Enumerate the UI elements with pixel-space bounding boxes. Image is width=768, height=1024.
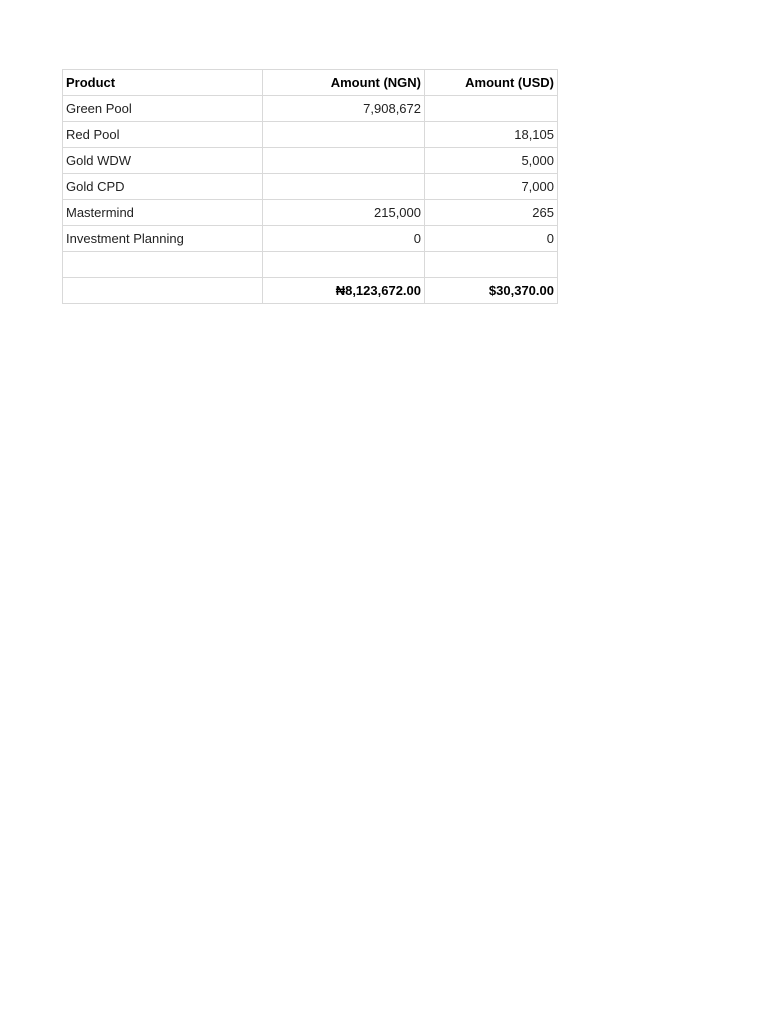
- table-row-empty: [63, 252, 558, 278]
- cell-amount-ngn[interactable]: [263, 252, 425, 278]
- cell-amount-usd[interactable]: 18,105: [425, 122, 558, 148]
- cell-amount-usd[interactable]: 0: [425, 226, 558, 252]
- cell-amount-ngn[interactable]: 7,908,672: [263, 96, 425, 122]
- cell-amount-ngn[interactable]: [263, 148, 425, 174]
- cell-product[interactable]: Gold CPD: [63, 174, 263, 200]
- cell-amount-ngn[interactable]: 0: [263, 226, 425, 252]
- product-amounts-table: [62, 69, 558, 304]
- cell-product[interactable]: Gold WDW: [63, 148, 263, 174]
- cell-product[interactable]: [63, 252, 263, 278]
- header-amount-ngn[interactable]: Amount (NGN): [263, 70, 425, 96]
- cell-amount-ngn[interactable]: [263, 122, 425, 148]
- table-row: [63, 226, 558, 252]
- cell-amount-usd[interactable]: 7,000: [425, 174, 558, 200]
- totals-row: [63, 278, 558, 304]
- cell-product[interactable]: Green Pool: [63, 96, 263, 122]
- header-amount-usd[interactable]: Amount (USD): [425, 70, 558, 96]
- total-amount-usd[interactable]: $30,370.00: [425, 278, 558, 304]
- cell-amount-usd[interactable]: [425, 252, 558, 278]
- header-product[interactable]: Product: [63, 70, 263, 96]
- table-row: [63, 174, 558, 200]
- table-row: [63, 148, 558, 174]
- table-row: [63, 200, 558, 226]
- cell-product[interactable]: Investment Planning: [63, 226, 263, 252]
- cell-amount-usd[interactable]: 5,000: [425, 148, 558, 174]
- cell-amount-ngn[interactable]: 215,000: [263, 200, 425, 226]
- total-amount-ngn[interactable]: ₦8,123,672.00: [263, 278, 425, 304]
- cell-product[interactable]: Red Pool: [63, 122, 263, 148]
- header-row: [63, 70, 558, 96]
- cell-product[interactable]: Mastermind: [63, 200, 263, 226]
- cell-amount-ngn[interactable]: [263, 174, 425, 200]
- table-row: [63, 122, 558, 148]
- cell-amount-usd[interactable]: 265: [425, 200, 558, 226]
- cell-amount-usd[interactable]: [425, 96, 558, 122]
- total-label-cell[interactable]: [63, 278, 263, 304]
- table-row: [63, 96, 558, 122]
